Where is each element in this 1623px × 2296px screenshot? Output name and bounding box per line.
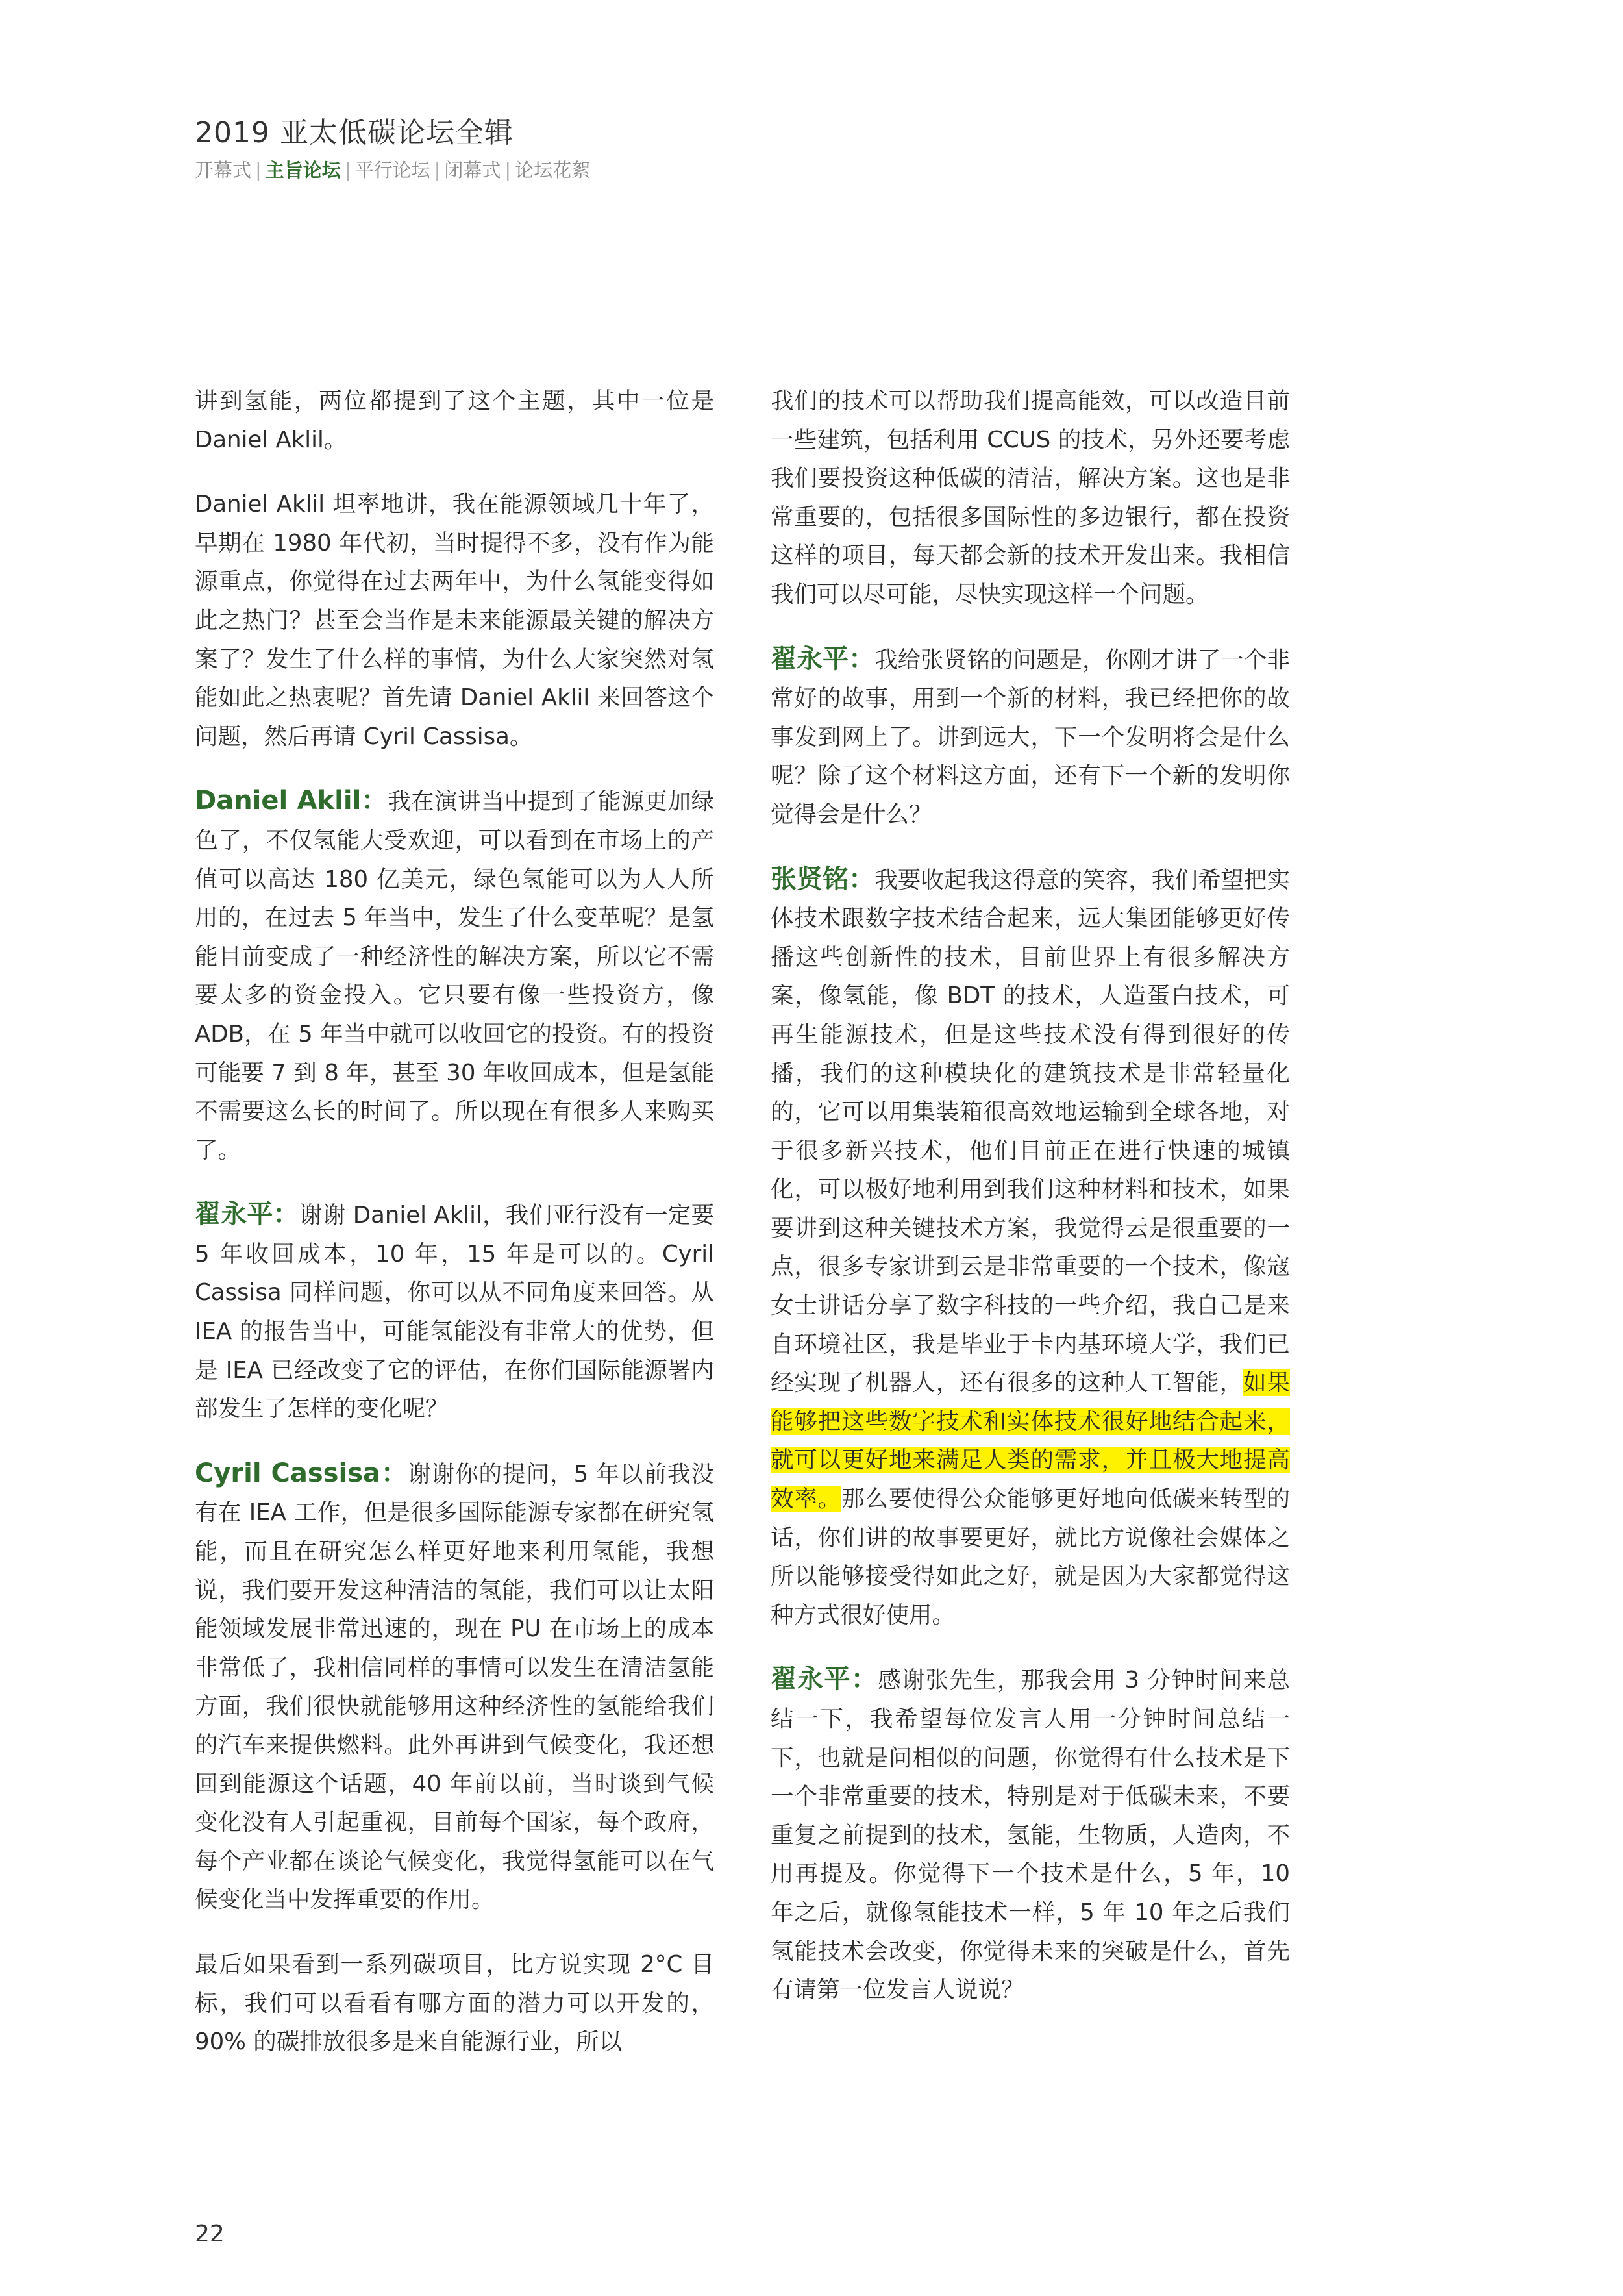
speaker-name: 翟永平：	[195, 1199, 299, 1230]
left-column	[195, 382, 714, 2088]
speaker-name: 翟永平：	[771, 1664, 878, 1695]
paragraph	[771, 860, 1290, 1635]
highlighted-text: 如果能够把这些数字技术和实体技术很好地结合起来，就可以更好地来满足人类的需求，并且极大地提高效率。	[771, 1369, 1290, 1513]
paragraph-text: 讲到氢能，两位都提到了这个主题，其中一位是 Daniel Aklil。	[195, 388, 714, 453]
paragraph-text: 那么要使得公众能够更好地向低碳来转型的话，你们讲的故事要更好，就比方说像社会媒体之所以能够接受得如此之好，就是因为大家都觉得这种方式很好使用。	[771, 1486, 1290, 1628]
paragraph-text: 我在演讲当中提到了能源更加绿色了，不仅氢能大受欢迎，可以看到在市场上的产值可以高达 180 亿美元，绿色氢能可以为人人所用的，在过去 5 年当中，发生了什么变革呢？是氢能目前变成了一种经济性的解决方案，所以它不需要太多的资金投入。它只要有像一些投资方，像 ADB，在 5 年当中就可以收回它的投资。有的投资可能要 7 到 8 年，甚至 30 年收回成本，但是氢能不需要这么长的时间了。所以现在有很多人来购买了。	[195, 788, 714, 1164]
nav-item-keynote[interactable]: 主旨论坛	[265, 159, 341, 181]
paragraph	[771, 1660, 1290, 2009]
paragraph	[771, 382, 1290, 614]
section-nav	[195, 156, 590, 182]
nav-separator: |	[255, 159, 262, 181]
paragraph	[771, 640, 1290, 834]
speaker-name: 张贤铭：	[771, 864, 875, 894]
paragraph	[195, 485, 714, 756]
paragraph-text: 我给张贤铭的问题是，你刚才讲了一个非常好的故事，用到一个新的材料，我已经把你的故事发到网上了。讲到远大，下一个发明将会是什么呢？除了这个材料这方面，还有下一个新的发明你觉得会是什么？	[771, 646, 1290, 828]
paragraph-text: 谢谢 Daniel Aklil，我们亚行没有一定要 5 年收回成本，10 年，15 年是可以的。Cyril Cassisa 同样问题，你可以从不同角度来回答。从 IEA 的报告当中，可能氢能没有非常大的优势，但是 IEA 已经改变了它的评估，在你们国际能源署内部发生了怎样的变化呢？	[195, 1202, 714, 1423]
nav-item-opening[interactable]: 开幕式	[195, 159, 252, 181]
paragraph-text: 我要收起我这得意的笑容，我们希望把实体技术跟数字技术结合起来，远大集团能够更好传播这些创新性的技术，目前世界上有很多解决方案，像氢能，像 BDT 的技术，人造蛋白技术，可再生能源技术，但是这些技术没有得到很好的传播，我们的这种模块化的建筑技术是非常轻量化的，它可以用集装箱很高效地运输到全球各地，对于很多新兴技术，他们目前正在进行快速的城镇化，可以极好地利用到我们这种材料和技术，如果要讲到这种关键技术方案，我觉得云是很重要的一点，很多专家讲到云是非常重要的一个技术，像寇女士讲话分享了数字科技的一些介绍，我自己是来自环境社区，我是毕业于卡内基环境大学，我们已经实现了机器人，还有很多的这种人工智能，	[771, 866, 1290, 1397]
page-number: 22	[195, 2221, 225, 2247]
paragraph-text: 我们的技术可以帮助我们提高能效，可以改造目前一些建筑，包括利用 CCUS 的技术，另外还要考虑我们要投资这种低碳的清洁，解决方案。这也是非常重要的，包括很多国际性的多边银行，都在投资这样的项目，每天都会新的技术开发出来。我相信我们可以尽可能，尽快实现这样一个问题。	[771, 388, 1290, 608]
nav-item-parallel[interactable]: 平行论坛	[354, 159, 430, 181]
paragraph-text: 谢谢你的提问，5 年以前我没有在 IEA 工作，但是很多国际能源专家都在研究氢能，而且在研究怎么样更好地来利用氢能，我想说，我们要开发这种清洁的氢能，我们可以让太阳能领域发展非常迅速的，现在 PU 在市场上的成本非常低了，我相信同样的事情可以发生在清洁氢能方面，我们很快就能够用这种经济性的氢能给我们的汽车来提供燃料。此外再讲到气候变化，我还想回到能源这个话题，40 年前以前，当时谈到气候变化没有人引起重视，目前每个国家，每个政府，每个产业都在谈论气候变化，我觉得氢能可以在气候变化当中发挥重要的作用。	[195, 1460, 714, 1914]
paragraph	[195, 1454, 714, 1919]
paragraph	[195, 782, 714, 1169]
paragraph-text: 感谢张先生，那我会用 3 分钟时间来总结一下，我希望每位发言人用一分钟时间总结一下，也就是问相似的问题，你觉得有什么技术是下一个非常重要的技术，特别是对于低碳未来，不要重复之前提到的技术，氢能，生物质，人造肉，不用再提及。你觉得下一个技术是什么，5 年，10 年之后，就像氢能技术一样，5 年 10 年之后我们氢能技术会改变，你觉得未来的突破是什么，首先有请第一位发言人说说？	[771, 1667, 1291, 2004]
nav-separator: |	[434, 159, 441, 181]
paragraph	[195, 1945, 714, 2062]
nav-item-closing[interactable]: 闭幕式	[444, 159, 501, 181]
paragraph-text: Daniel Aklil 坦率地讲，我在能源领域几十年了，早期在 1980 年代初，当时提得不多，没有作为能源重点，你觉得在过去两年中，为什么氢能变得如此之热门？甚至会当作是未来能源最关键的解决方案了？发生了什么样的事情，为什么大家突然对氢能如此之热衷呢？首先请 Daniel Aklil 来回答这个问题，然后再请 Cyril Cassisa。	[195, 491, 714, 750]
paragraph	[195, 1195, 714, 1429]
nav-separator: |	[344, 159, 351, 181]
speaker-name: Cyril Cassisa：	[195, 1458, 408, 1488]
speaker-name: 翟永平：	[771, 643, 875, 674]
paragraph-text: 最后如果看到一系列碳项目，比方说实现 2°C 目标，我们可以看看有哪方面的潜力可以开发的，90% 的碳排放很多是来自能源行业，所以	[195, 1951, 714, 2056]
speaker-name: Daniel Aklil：	[195, 786, 388, 816]
nav-separator: |	[504, 159, 512, 181]
nav-item-highlights[interactable]: 论坛花絮	[515, 159, 591, 181]
paragraph	[195, 382, 714, 459]
right-column	[771, 382, 1290, 2036]
document-title: 2019 亚太低碳论坛全辑	[195, 116, 514, 149]
